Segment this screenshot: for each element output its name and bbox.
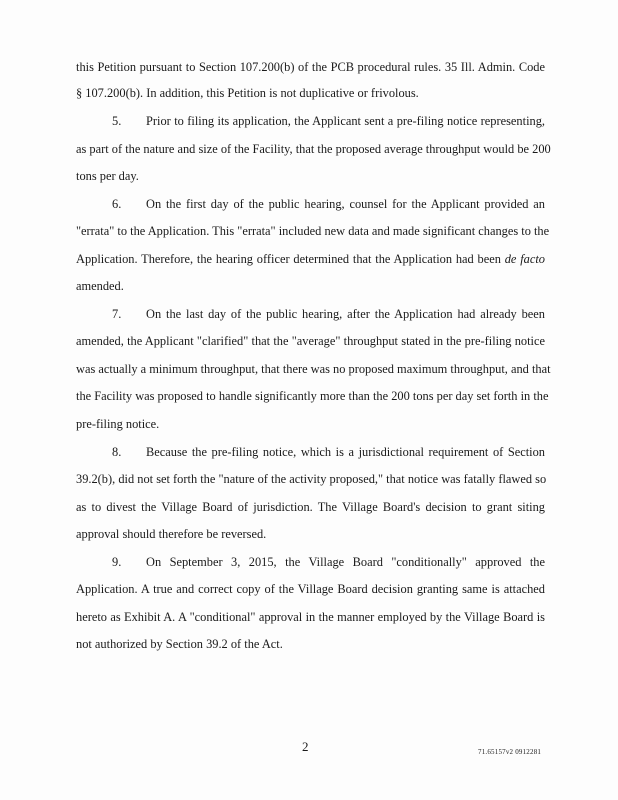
paragraph-9-line-2: Application. A true and correct copy of the Village Board decision granting same is attached: [76, 582, 545, 596]
paragraph-6-line-1: On the first day of the public hearing, counsel for the Applicant provided an: [146, 197, 545, 211]
paragraph-8-line-1: Because the pre-filing notice, which is a jurisdictional requirement of Section: [146, 445, 545, 459]
paragraph-6-line-3-text: Application. Therefore, the hearing officer determined that the Application had been: [76, 252, 505, 266]
paragraph-9-line-1: On September 3, 2015, the Village Board "conditionally" approved the: [146, 555, 545, 569]
paragraph-8-number: 8.: [112, 445, 122, 459]
page-number: 2: [302, 739, 309, 754]
paragraph-6-line-4: amended.: [76, 279, 124, 293]
paragraph-5-number: 5.: [112, 114, 122, 128]
paragraph-7-number: 7.: [112, 307, 122, 321]
paragraph-5-line-3: tons per day.: [76, 169, 139, 183]
paragraph-6-line-3: [76, 253, 545, 265]
paragraph-6-number: 6.: [112, 197, 122, 211]
paragraph-7-line-1: On the last day of the public hearing, after the Application had already been: [146, 307, 545, 321]
paragraph-5-line-1: Prior to filing its application, the Applicant sent a pre-filing notice representing,: [146, 114, 545, 128]
paragraph-7-line-2: amended, the Applicant "clarified" that the "average" throughput stated in the pre-filing notice: [76, 334, 545, 348]
paragraph-8-line-2: 39.2(b), did not set forth the "nature of the activity proposed," that notice was fatally flawed so: [76, 472, 547, 486]
paragraph-7-line-4: the Facility was proposed to handle significantly more than the 200 tons per day set forth in the: [76, 389, 549, 403]
paragraph-7-line-3: was actually a minimum throughput, that there was no proposed maximum throughput, and that: [76, 362, 551, 376]
paragraph-9-line-3: hereto as Exhibit A. A "conditional" approval in the manner employed by the Village Board is: [76, 610, 545, 624]
paragraph-4-line-1: this Petition pursuant to Section 107.200(b) of the PCB procedural rules. 35 Ill. Admin. Code: [76, 60, 545, 74]
paragraph-8-line-4: approval should therefore be reversed.: [76, 527, 267, 541]
paragraph-5-line-2: as part of the nature and size of the Facility, that the proposed average throughput would be 200: [76, 142, 551, 156]
paragraph-7-line-5: pre-filing notice.: [76, 417, 160, 431]
paragraph-9-number: 9.: [112, 555, 122, 569]
paragraph-6-line-2: "errata" to the Application. This "errata" included new data and made significant changes to the: [76, 224, 550, 238]
de-facto-term: de facto: [504, 252, 545, 266]
document-id: 71.65157v2 0912281: [478, 748, 542, 756]
paragraph-9-line-4: not authorized by Section 39.2 of the Act.: [76, 637, 283, 651]
paragraph-4-line-2: § 107.200(b). In addition, this Petition is not duplicative or frivolous.: [76, 86, 419, 100]
paragraph-8-line-3: as to divest the Village Board of jurisdiction. The Village Board's decision to grant siting: [76, 500, 545, 514]
